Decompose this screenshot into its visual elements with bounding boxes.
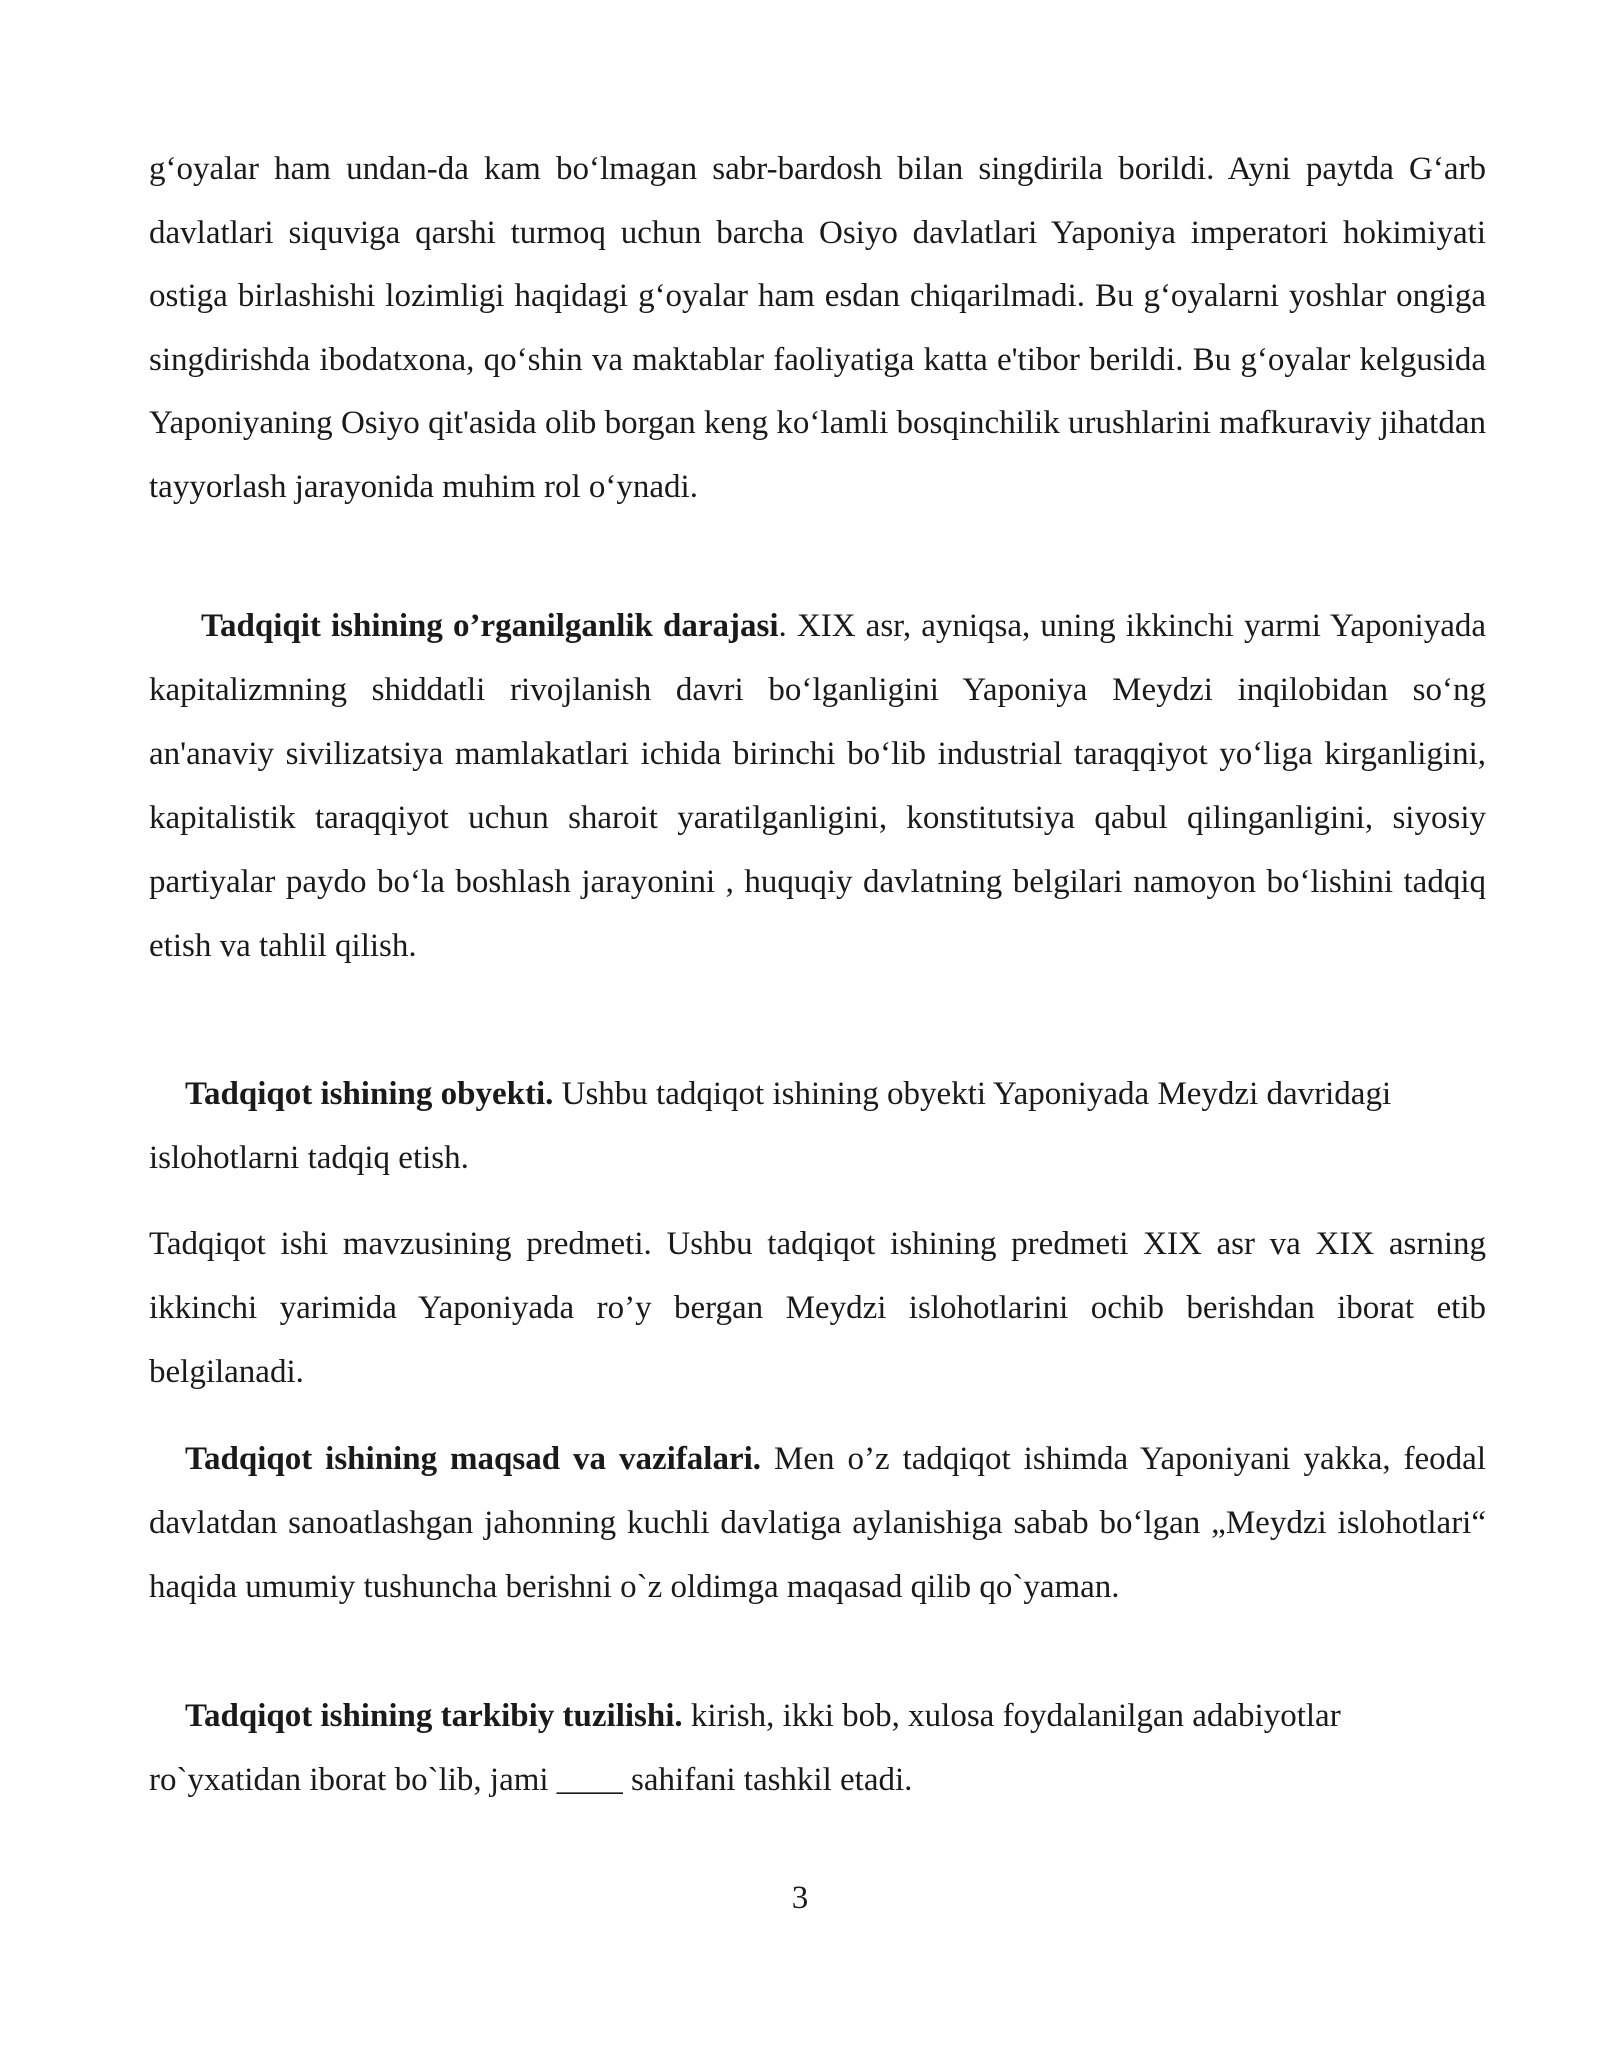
paragraph-text: Men o’z tadqiqot ishimda Yaponiyani yakka, feodal davlatdan sanoatlashgan jahonning kuchli davlatiga aylanishiga sabab bo‘lgan „Meydzi islohotlari“ haqida umumiy tushuncha berishni o`z oldimga maqasad qilib qo`yaman. (149, 1441, 1487, 1605)
section-heading-goals-tasks: Tadqiqot ishining maqsad va vazifalari. (185, 1441, 762, 1477)
paragraph-text: Ushbu tadqiqot ishining obyekti Yaponiyada Meydzi davridagi islohotlarni tadqiq etish. (149, 1076, 1392, 1176)
section-heading-structure: Tadqiqot ishining tarkibiy tuzilishi. (185, 1698, 683, 1734)
paragraph-goals-tasks (149, 1427, 1486, 1619)
paragraph-structure (149, 1684, 1486, 1812)
section-heading-study-degree: Tadqiqit ishining o’rganilganlik darajasi (201, 608, 779, 644)
section-heading-research-object: Tadqiqot ishining obyekti. (185, 1076, 554, 1112)
paragraph-ideas-continuation (149, 138, 1486, 519)
paragraph-study-degree (149, 594, 1486, 978)
paragraph-text: kirish, ikki bob, xulosa foydalanilgan adabiyotlar ro`yxatidan iborat bo`lib, jami ____ sahifani tashkil etadi. (149, 1698, 1341, 1798)
paragraph-text: Tadqiqot ishi mavzusining predmeti. Ushbu tadqiqot ishining predmeti XIX asr va XIX asrning ikkinchi yarimida Yaponiyada ro’y bergan Meydzi islohotlarini ochib berishdan iborat etib belgilanadi. (149, 1226, 1486, 1390)
paragraph-research-subject (149, 1212, 1486, 1404)
page-number: 3 (791, 1880, 809, 1916)
paragraph-research-object (149, 1062, 1486, 1190)
paragraph-text: g‘oyalar ham undan-da kam bo‘lmagan sabr-bardosh bilan singdirila borildi. Ayni paytda G‘arb davlatlari siquviga qarshi turmoq uchun barcha Osiyo davlatlari Yaponiya imperatori hokimiyati ostiga birlashishi lozimligi haqidagi g‘oyalar ham esdan chiqarilmadi. Bu g‘oyalarni yoshlar ongiga singdirishda ibodatxona, qo‘shin va maktablar faoliyatiga katta e'tibor berildi. Bu g‘oyalar kelgusida Yaponiyaning Osiyo qit'asida olib borgan keng ko‘lamli bosqinchilik urushlarini mafkuraviy jihatdan tayyorlash jarayonida muhim rol o‘ynadi. (149, 151, 1486, 505)
paragraph-text: . XIX asr, ayniqsa, uning ikkinchi yarmi Yaponiyada kapitalizmning shiddatli rivojlanish davri bo‘lganligini Yaponiya Meydzi inqilobidan so‘ng an'anaviy sivilizatsiya mamlakatlari ichida birinchi bo‘lib industrial taraqqiyot yo‘liga kirganligini, kapitalistik taraqqiyot uchun sharoit yaratilganligini, konstitutsiya qabul qilinganligini, siyosiy partiyalar paydo bo‘la boshlash jarayonini , huquqiy davlatning belgilari namoyon bo‘lishini tadqiq etish va tahlil qilish. (149, 608, 1486, 964)
